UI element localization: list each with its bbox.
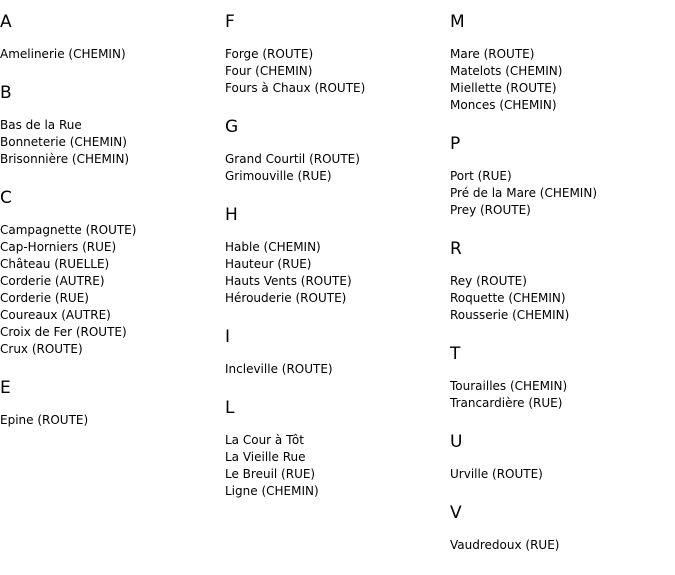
street-list bbox=[225, 432, 445, 500]
letter-heading: P bbox=[450, 134, 461, 154]
street-link[interactable]: Hable (CHEMIN) bbox=[225, 240, 321, 254]
letter-heading: C bbox=[0, 188, 12, 208]
street-link[interactable]: Rousserie (CHEMIN) bbox=[450, 308, 570, 322]
street-link[interactable]: Grimouville (RUE) bbox=[225, 169, 332, 183]
street-link[interactable]: Hauteur (RUE) bbox=[225, 257, 312, 271]
street-list bbox=[0, 117, 220, 168]
street-link[interactable]: Crux (ROUTE) bbox=[0, 342, 83, 356]
street-link[interactable]: Incleville (ROUTE) bbox=[225, 362, 333, 376]
letter-group-i bbox=[225, 327, 445, 378]
street-list bbox=[225, 46, 445, 97]
letter-group-f bbox=[225, 12, 445, 97]
street-list bbox=[225, 361, 445, 378]
letter-group-e bbox=[0, 378, 220, 429]
letter-group-r bbox=[450, 239, 670, 324]
street-link[interactable]: Port (RUE) bbox=[450, 169, 512, 183]
letter-group-v bbox=[450, 503, 670, 554]
letter-group-c bbox=[0, 188, 220, 358]
street-link[interactable]: Campagnette (ROUTE) bbox=[0, 223, 137, 237]
letter-heading: H bbox=[225, 205, 238, 225]
street-link[interactable]: Four (CHEMIN) bbox=[225, 64, 313, 78]
street-link[interactable]: Brisonnière (CHEMIN) bbox=[0, 152, 130, 166]
letter-group-g bbox=[225, 117, 445, 185]
street-link[interactable]: Vaudredoux (RUE) bbox=[450, 538, 560, 552]
street-link[interactable]: Bas de la Rue bbox=[0, 118, 82, 132]
street-link[interactable]: Epine (ROUTE) bbox=[0, 413, 89, 427]
letter-group-p bbox=[450, 134, 670, 219]
letter-heading: R bbox=[450, 239, 462, 259]
letter-heading: B bbox=[0, 83, 12, 103]
street-list bbox=[450, 46, 670, 114]
street-link[interactable]: Matelots (CHEMIN) bbox=[450, 64, 563, 78]
letter-heading: E bbox=[0, 378, 11, 398]
street-link[interactable]: Bonneterie (CHEMIN) bbox=[0, 135, 127, 149]
street-link[interactable]: Le Breuil (RUE) bbox=[225, 467, 316, 481]
street-link[interactable]: Pré de la Mare (CHEMIN) bbox=[450, 186, 597, 200]
street-list bbox=[0, 412, 220, 429]
street-link[interactable]: Prey (ROUTE) bbox=[450, 203, 531, 217]
letter-heading: U bbox=[450, 432, 463, 452]
letter-heading: A bbox=[0, 12, 12, 32]
column-2 bbox=[225, 0, 445, 500]
letter-heading: V bbox=[450, 503, 462, 523]
street-link[interactable]: Rey (ROUTE) bbox=[450, 274, 527, 288]
letter-heading: I bbox=[225, 327, 231, 347]
street-link[interactable]: Corderie (AUTRE) bbox=[0, 274, 105, 288]
letter-group-m bbox=[450, 12, 670, 114]
street-list bbox=[450, 466, 670, 483]
column-1 bbox=[0, 0, 220, 429]
letter-group-h bbox=[225, 205, 445, 307]
street-list bbox=[225, 151, 445, 185]
letter-heading: T bbox=[450, 344, 461, 364]
column-3 bbox=[450, 0, 670, 554]
street-link[interactable]: Coureaux (AUTRE) bbox=[0, 308, 111, 322]
street-list bbox=[450, 168, 670, 219]
letter-group-a bbox=[0, 12, 220, 63]
street-link[interactable]: Miellette (ROUTE) bbox=[450, 81, 557, 95]
letter-heading: G bbox=[225, 117, 239, 137]
street-link[interactable]: Urville (ROUTE) bbox=[450, 467, 543, 481]
street-link[interactable]: Amelinerie (CHEMIN) bbox=[0, 47, 126, 61]
street-list bbox=[0, 222, 220, 358]
street-link[interactable]: Corderie (RUE) bbox=[0, 291, 89, 305]
street-list bbox=[450, 273, 670, 324]
letter-group-l bbox=[225, 398, 445, 500]
street-link[interactable]: Roquette (CHEMIN) bbox=[450, 291, 566, 305]
street-link[interactable]: Fours à Chaux (ROUTE) bbox=[225, 81, 366, 95]
street-link[interactable]: Tourailles (CHEMIN) bbox=[450, 379, 568, 393]
street-list bbox=[225, 239, 445, 307]
letter-group-u bbox=[450, 432, 670, 483]
letter-group-b bbox=[0, 83, 220, 168]
street-link[interactable]: Château (RUELLE) bbox=[0, 257, 110, 271]
letter-heading: L bbox=[225, 398, 235, 418]
street-link[interactable]: Cap-Horniers (RUE) bbox=[0, 240, 117, 254]
street-link[interactable]: Grand Courtil (ROUTE) bbox=[225, 152, 360, 166]
street-list bbox=[450, 537, 670, 554]
street-link[interactable]: Hérouderie (ROUTE) bbox=[225, 291, 347, 305]
letter-group-t bbox=[450, 344, 670, 412]
street-list bbox=[0, 46, 220, 63]
street-list bbox=[450, 378, 670, 412]
street-link[interactable]: Hauts Vents (ROUTE) bbox=[225, 274, 352, 288]
street-link[interactable]: Trancardière (RUE) bbox=[450, 396, 563, 410]
street-link[interactable]: Forge (ROUTE) bbox=[225, 47, 314, 61]
street-link[interactable]: Ligne (CHEMIN) bbox=[225, 484, 319, 498]
street-link[interactable]: La Cour à Tôt bbox=[225, 433, 304, 447]
letter-heading: M bbox=[450, 12, 465, 32]
street-link[interactable]: Monces (CHEMIN) bbox=[450, 98, 557, 112]
letter-heading: F bbox=[225, 12, 235, 32]
street-link[interactable]: Croix de Fer (ROUTE) bbox=[0, 325, 127, 339]
street-link[interactable]: La Vieille Rue bbox=[225, 450, 306, 464]
street-link[interactable]: Mare (ROUTE) bbox=[450, 47, 535, 61]
